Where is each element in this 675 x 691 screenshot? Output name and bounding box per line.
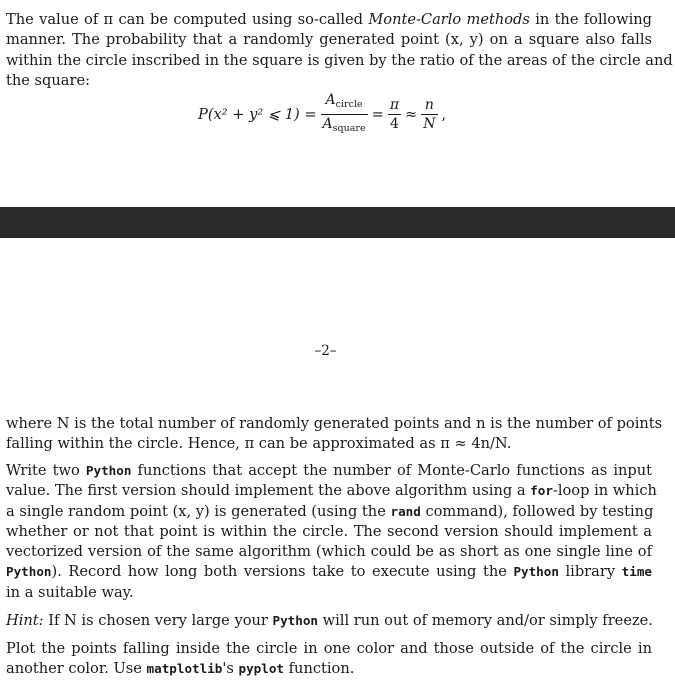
area-ratio-fraction: $\frac{A_{circle}}{A_{square}}$ — [322, 91, 366, 134]
hint-paragraph — [6, 611, 652, 631]
plot-line-2: another color. Use matplotlib's pyplot function. — [6, 660, 355, 678]
task-line-3: a single random point (x, y) is generated (using the rand command), followed by testing — [6, 502, 654, 520]
where-line-2: falling within the circle. Hence, π can be approximated as π ≈ 4n/N. — [6, 435, 512, 453]
intro-line-1: The value of π can be computed using so-called Monte-Carlo methods in the following — [6, 11, 652, 28]
page-break-band — [0, 207, 675, 238]
hint-label: Hint: — [6, 612, 44, 629]
plot-paragraph — [6, 639, 652, 680]
n-over-N-fraction: $\frac{n}{N}$ — [423, 96, 436, 132]
task-line-6: Python). Record how long both versions take to execute using the Python library time — [6, 563, 652, 581]
task-line-7: in a suitable way. — [6, 583, 134, 601]
task-line-4: whether or not that point is within the circle. The second version should implement a — [6, 522, 652, 540]
page-number: –2– — [314, 343, 337, 359]
task-paragraph — [6, 461, 657, 603]
plot-line-1: Plot the points falling inside the circle in one color and those outside of the circle in — [6, 640, 652, 657]
intro-paragraph — [6, 10, 673, 91]
formula-approx: ≈ — [405, 105, 418, 123]
formula-comma: , — [441, 105, 447, 123]
task-line-1: Write two Python functions that accept the number of Monte-Carlo functions as input — [6, 462, 652, 479]
pi-over-four-fraction: $\frac{\pi}{4}$ — [389, 96, 400, 132]
monte-carlo-term: Monte-Carlo methods — [368, 11, 530, 28]
formula-lhs: P(x² + y² ⩽ 1) = — [198, 105, 317, 123]
where-paragraph — [6, 414, 663, 455]
task-line-5: vectorized version of the same algorithm (which could be as short as one single line of — [6, 543, 652, 561]
intro-line-3: within the circle inscribed in the square is given by the ratio of the areas of the circle and — [6, 51, 673, 69]
probability-formula — [198, 92, 446, 136]
task-line-2: value. The first version should implement the above algorithm using a for-loop in which — [6, 482, 657, 500]
where-line-1: where N is the total number of randomly generated points and n is the number of points — [6, 415, 663, 432]
hint-line: Hint: If N is chosen very large your Python will run out of memory and/or simply freeze. — [6, 612, 653, 629]
intro-line-4: the square: — [6, 71, 90, 89]
formula-equals: = — [371, 105, 384, 123]
intro-line-2: manner. The probability that a randomly generated point (x, y) on a square also falls — [6, 31, 652, 49]
